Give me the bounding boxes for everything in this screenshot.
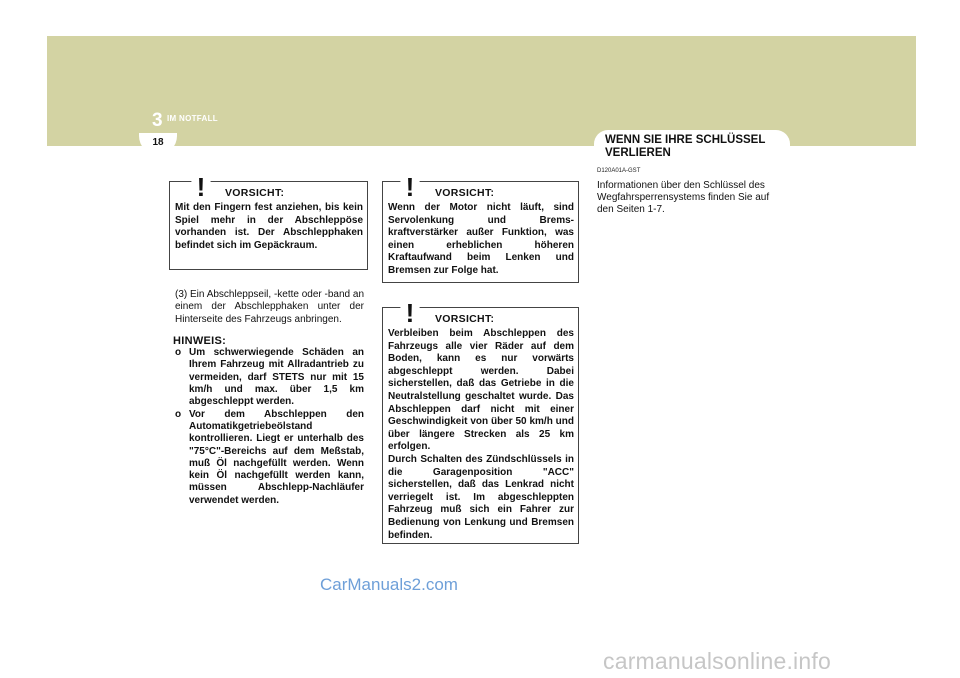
section-title: WENN SIE IHRE SCHLÜSSEL VERLIEREN (605, 134, 766, 159)
warning-text: Verbleiben beim Abschleppen des Fahrzeugs alle vier Räder auf dem Boden, kann es nur vorwärts abgeschleppt werden. Dabei sicherstellen, daß das Getriebe in die Neutralstellung geschaltet wurde. Das Abschleppen darf nicht mit einer Geschwindigkeit von über 50 km/h und über längere Strecken als 25 km erfolgen. (388, 328, 574, 453)
page-number: 18 (152, 137, 164, 148)
svg-text:!: ! (405, 298, 415, 326)
note-item-text: Vor dem Abschleppen den Automatikgetriebeölstand kontrollieren. Liegt er unterhalb des "75°C"-Bereichs auf dem Meßstab, muß Öl nachgefüllt werden. Wenn kein Öl nachgefüllt werden kann, müssen Abschlepp-Nachläufer verwendet werden. (189, 408, 364, 506)
warning-header (175, 172, 363, 202)
warning-text: Mit den Fingern fest anziehen, bis kein Spiel mehr in der Abschleppöse vorhanden ist. Der Abschlepphaken befindet sich im Gepäckraum. (175, 202, 363, 251)
section-text: Informationen über den Schlüssel des Wegfahrsperrensystems finden Sie auf den Seiten 1-7. (597, 180, 770, 215)
warning-label: VORSICHT: (435, 187, 495, 199)
warning-text-continued: Durch Schalten des Zündschlüssels in die Garagenposition "ACC" sicherstellen, daß das Lenkrad nicht verriegelt ist. Im abgeschleppten Fahrzeug muß sich ein Fahrer zur Bedienung von Lenkung und Bremsen befinden. (388, 453, 574, 541)
svg-text:!: ! (405, 172, 415, 200)
note-item (175, 409, 364, 507)
warning-text: Wenn der Motor nicht läuft, sind Servolenkung und Brems-kraftverstärker außer Funktion, was einen erheblichen höheren Kraftaufwand beim Lenken und Bremsen zur Folge hat. (388, 202, 574, 276)
chapter-number: 3 (152, 110, 163, 131)
note-title: HINWEIS: (173, 334, 227, 347)
note-bullet: o (175, 408, 182, 420)
warning-label: VORSICHT: (435, 313, 495, 325)
step-item (175, 289, 364, 326)
note-item-text: Um schwerwiegende Schäden an Ihrem Fahrzeug mit Allradantrieb zu vermeiden, darf STETS nur mit 15 km/h und max. über 1,5 km abgeschleppt werden. (189, 347, 364, 408)
watermark-bottom[interactable]: carmanualsonline.info (603, 648, 831, 674)
warning-header (388, 172, 574, 202)
svg-text:!: ! (196, 172, 206, 200)
header-band (47, 36, 916, 146)
note-bullet: o (175, 347, 182, 359)
warning-header (388, 298, 574, 328)
warning-label: VORSICHT: (225, 187, 285, 199)
warning-box-finger-tight (169, 172, 368, 270)
chapter-title: IM NOTFALL (167, 114, 218, 123)
warning-box-engine-off (382, 172, 579, 283)
instruction-block (175, 289, 364, 507)
step-text: Ein Abschleppseil, -kette oder -band an einem der Abschlepphaken unter der Hinterseite des Fahrzeugs anbringen. (175, 289, 365, 325)
note-item (175, 347, 364, 408)
warning-box-towing-wheels (382, 298, 579, 544)
section-code: D120A01A-GST (597, 168, 641, 174)
watermark-top[interactable]: CarManuals2.com (320, 575, 458, 594)
step-number: (3) (175, 289, 188, 300)
